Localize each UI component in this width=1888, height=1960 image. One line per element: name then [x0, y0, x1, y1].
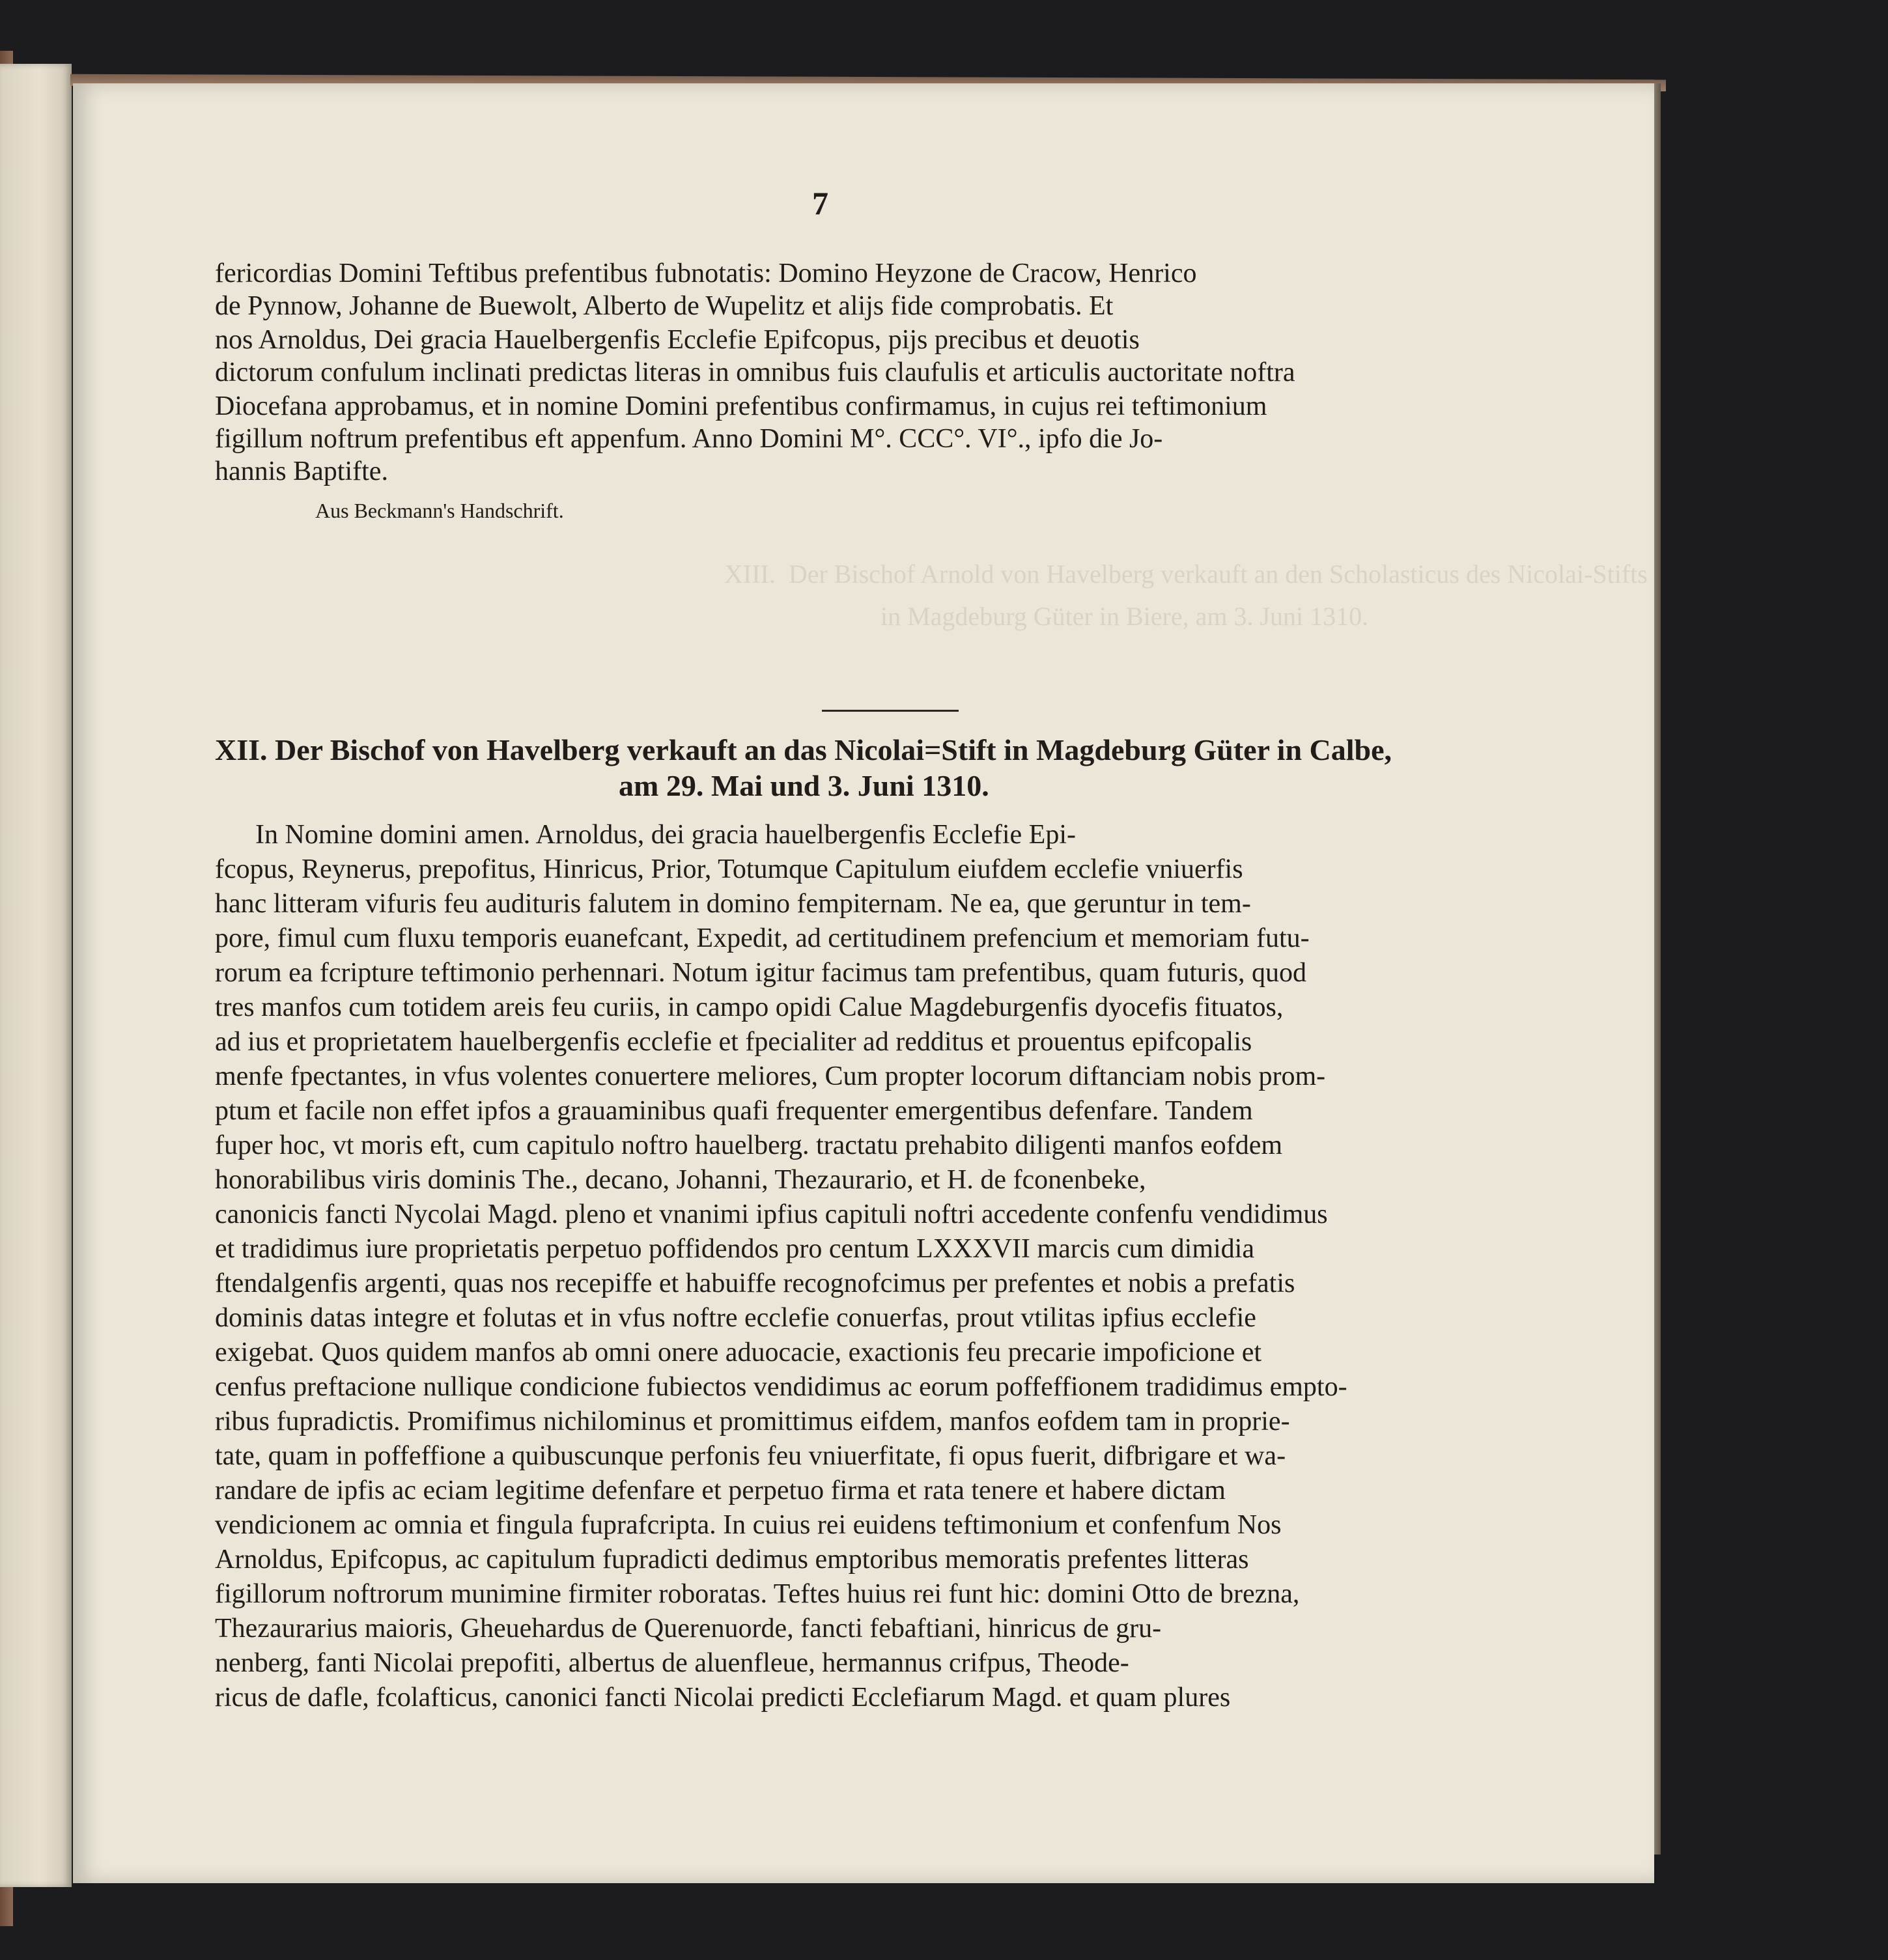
source-note: Aus Beckmann's Handschrift.: [315, 499, 564, 522]
main-paragraph-line: tate, quam in poffeffione a quibuscunque perfonis feu vniuerfitate, fi opus fuerit, difbrigare et wa-: [215, 1441, 1286, 1471]
top-paragraph-line: figillum noftrum prefentibus eft appenfum. Anno Domini M°. CCC°. VI°., ipfo die Jo-: [215, 424, 1163, 454]
main-paragraph-line: hanc litteram vifuris feu audituris falutem in domino fempiternam. Ne ea, que geruntur in tem-: [215, 889, 1251, 919]
main-paragraph-line: ad ius et proprietatem hauelbergenfis ecclefie et fpecialiter ad redditus et prouentus epifcopalis: [215, 1027, 1252, 1057]
main-paragraph-line: cenfus preftacione nullique condicione fubiectos vendidimus ac eorum poffeffionem tradidimus empto-: [215, 1372, 1347, 1402]
top-paragraph-line: nos Arnoldus, Dei gracia Hauelbergenfis Ecclefie Epifcopus, pijs precibus et deuotis: [215, 325, 1140, 355]
book-page: [73, 83, 1654, 1883]
main-paragraph-line: ptum et facile non effet ipfos a grauaminibus quafi frequenter emergentibus defenfare. Tandem: [215, 1096, 1253, 1126]
main-paragraph-line: Thezaurarius maioris, Gheuehardus de Querenuorde, fancti febaftiani, hinricus de gru-: [215, 1614, 1162, 1644]
main-paragraph-line: rorum ea fcripture teftimonio perhennari. Notum igitur facimus tam prefentibus, quam futuris, quod: [215, 958, 1307, 988]
left-page-edge: [0, 64, 72, 1887]
top-paragraph-line: de Pynnow, Johanne de Buewolt, Alberto de Wupelitz et alijs fide comprobatis. Et: [215, 291, 1114, 321]
section-heading: XII. Der Bischof von Havelberg verkauft an das Nicolai=Stift in Magdeburg Güter in Calbe,: [215, 733, 1392, 766]
main-paragraph-line: dominis datas integre et folutas et in vfus noftre ecclefie conuerfas, prout vtilitas ipfius ecclefie: [215, 1303, 1256, 1333]
main-paragraph-line: ribus fupradictis. Promifimus nichilominus et promittimus eifdem, manfos eofdem tam in proprie-: [215, 1407, 1290, 1436]
main-paragraph-line: randare de ipfis ac eciam legitime defenfare et perpetuo firma et rata tenere et habere dictam: [215, 1476, 1226, 1505]
main-paragraph-line: et tradidimus iure proprietatis perpetuo poffidendos pro centum LXXXVII marcis cum dimidia: [215, 1234, 1254, 1264]
bleed-through-text: in Magdeburg Güter in Biere, am 3. Juni 1310.: [881, 602, 1369, 631]
main-paragraph-line: tres manfos cum totidem areis feu curiis, in campo opidi Calue Magdeburgenfis dyocefis fituatos,: [215, 992, 1284, 1022]
main-paragraph-line: nenberg, fanti Nicolai prepofiti, albertus de aluenfleue, hermannus crifpus, Theode-: [215, 1648, 1129, 1678]
main-paragraph-line: vendicionem ac omnia et fingula fuprafcripta. In cuius rei euidens teftimonium et confenfum Nos: [215, 1510, 1282, 1540]
section-divider: [822, 710, 959, 712]
main-paragraph-line: ftendalgenfis argenti, quas nos recepiffe et habuiffe recognofcimus per prefentes et nobis a prefatis: [215, 1268, 1295, 1298]
main-paragraph-line: exigebat. Quos quidem manfos ab omni onere aduocacie, exactionis feu precarie impoficione et: [215, 1337, 1262, 1367]
top-paragraph-line: dictorum confulum inclinati predictas literas in omnibus fuis claufulis et articulis auctoritate noftra: [215, 357, 1295, 387]
main-paragraph-line: canonicis fancti Nycolai Magd. pleno et vnanimi ipfius capituli noftri accedente confenfu vendidimus: [215, 1199, 1328, 1229]
main-paragraph-line: menfe fpectantes, in vfus volentes conuertere meliores, Cum propter locorum diftanciam nobis prom-: [215, 1061, 1326, 1091]
section-heading-date: am 29. Mai und 3. Juni 1310.: [619, 769, 989, 802]
bleed-through-text: XIII. Der Bischof Arnold von Havelberg verkauft an den Scholasticus des Nicolai-Stifts: [724, 559, 1648, 589]
main-paragraph-line: pore, fimul cum fluxu temporis euanefcant, Expedit, ad certitudinem prefencium et memoriam futu-: [215, 923, 1310, 953]
main-paragraph-line: Arnoldus, Epifcopus, ac capitulum fupradicti dedimus emptoribus memoratis prefentes litteras: [215, 1545, 1249, 1575]
page-number: 7: [812, 185, 828, 221]
main-paragraph-line: fcopus, Reynerus, prepofitus, Hinricus, Prior, Totumque Capitulum eiufdem ecclefie vniuerfis: [215, 854, 1243, 884]
main-paragraph-line: ricus de dafle, fcolafticus, canonici fancti Nicolai predicti Ecclefiarum Magd. et quam plures: [215, 1683, 1231, 1713]
main-paragraph-line: In Nomine domini amen. Arnoldus, dei gracia hauelbergenfis Ecclefie Epi-: [255, 820, 1076, 850]
top-paragraph-line: fericordias Domini Teftibus prefentibus fubnotatis: Domino Heyzone de Cracow, Henrico: [215, 259, 1197, 288]
main-paragraph-line: figillorum noftrorum munimine firmiter roboratas. Teftes huius rei funt hic: domini Otto de brezna,: [215, 1579, 1300, 1609]
main-paragraph-line: honorabilibus viris dominis The., decano, Johanni, Thezaurario, et H. de fconenbeke,: [215, 1165, 1146, 1195]
top-paragraph-line: hannis Baptifte.: [215, 456, 388, 486]
top-paragraph-line: Diocefana approbamus, et in nomine Domini prefentibus confirmamus, in cujus rei teftimonium: [215, 391, 1267, 421]
main-paragraph-line: fuper hoc, vt moris eft, cum capitulo noftro hauelberg. tractatu prehabito diligenti manfos eofdem: [215, 1130, 1283, 1160]
